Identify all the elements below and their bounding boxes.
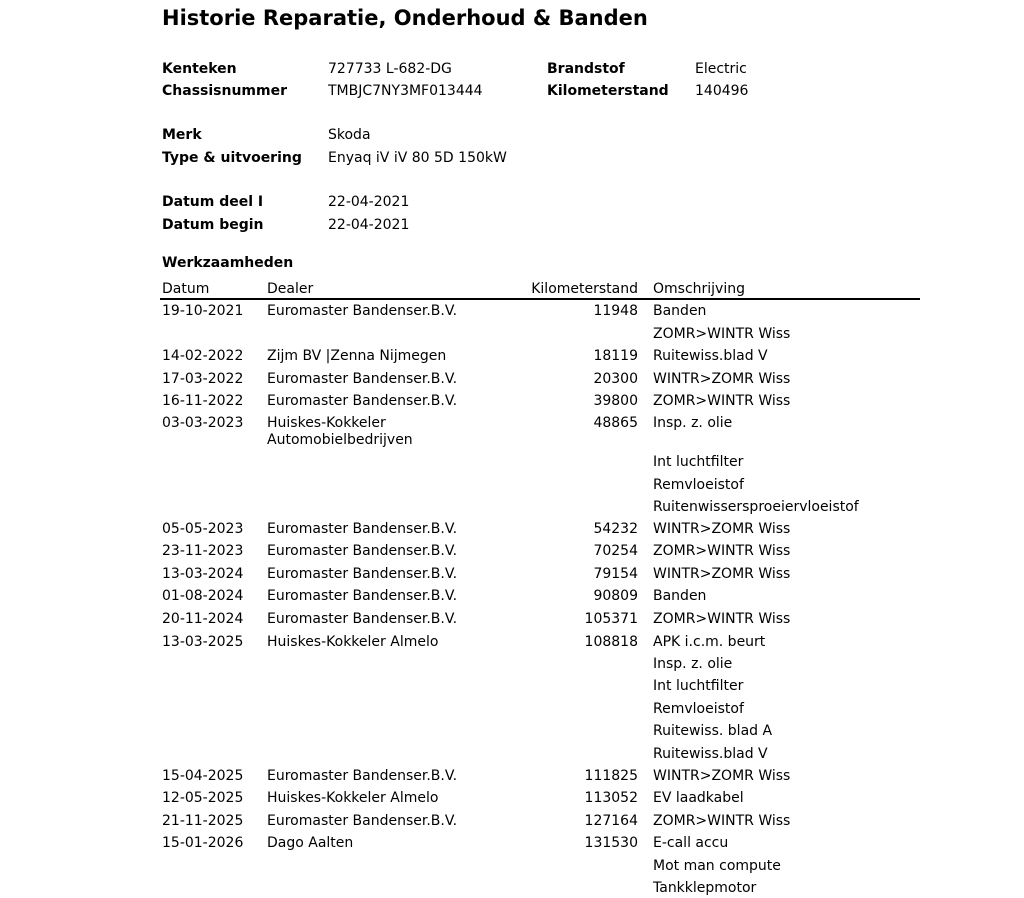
kilometerstand-value: 140496 (695, 83, 749, 99)
row-description: ZOMR>WINTR Wiss (653, 813, 791, 829)
row-kilometerstand: 127164 (584, 813, 638, 829)
row-date: 01-08-2024 (162, 588, 244, 604)
row-kilometerstand: 18119 (593, 348, 638, 364)
row-kilometerstand: 90809 (593, 588, 638, 604)
row-date: 13-03-2024 (162, 566, 244, 582)
row-kilometerstand: 113052 (584, 790, 638, 806)
row-dealer: Euromaster Bandenser.B.V. (267, 303, 458, 319)
row-kilometerstand: 54232 (593, 521, 638, 537)
row-kilometerstand: 39800 (593, 393, 638, 409)
row-description: ZOMR>WINTR Wiss (653, 393, 791, 409)
row-description: Ruitewiss. blad A (653, 723, 773, 739)
row-dealer: Euromaster Bandenser.B.V. (267, 543, 458, 559)
row-description: WINTR>ZOMR Wiss (653, 521, 791, 537)
row-dealer: Euromaster Bandenser.B.V. (267, 566, 458, 582)
row-description: Int luchtfilter (653, 454, 744, 470)
merk-value: Skoda (328, 127, 371, 143)
row-kilometerstand: 70254 (593, 543, 638, 559)
row-dealer: Dago Aalten (267, 835, 354, 851)
row-description: Mot man compute (653, 858, 781, 874)
row-description: Remvloeistof (653, 701, 744, 717)
row-dealer: Zijm BV |Zenna Nijmegen (267, 348, 447, 364)
row-kilometerstand: 131530 (584, 835, 638, 851)
section-title-werkzaamheden: Werkzaamheden (162, 255, 294, 271)
row-date: 19-10-2021 (162, 303, 244, 319)
row-description: Ruitewiss.blad V (653, 746, 768, 762)
row-description: Ruitenwissersproeiervloeistof (653, 499, 859, 515)
row-dealer: Automobielbedrijven (267, 432, 413, 448)
row-dealer: Huiskes-Kokkeler Almelo (267, 790, 439, 806)
header-divider (160, 298, 920, 300)
row-description: ZOMR>WINTR Wiss (653, 543, 791, 559)
row-description: APK i.c.m. beurt (653, 634, 766, 650)
datum-deel-label: Datum deel I (162, 194, 264, 210)
row-description: Insp. z. olie (653, 656, 733, 672)
row-date: 03-03-2023 (162, 415, 244, 431)
column-header-date: Datum (162, 281, 210, 297)
row-dealer: Euromaster Bandenser.B.V. (267, 813, 458, 829)
row-description: WINTR>ZOMR Wiss (653, 371, 791, 387)
row-description: Insp. z. olie (653, 415, 733, 431)
row-dealer: Euromaster Bandenser.B.V. (267, 611, 458, 627)
row-description: Banden (653, 588, 707, 604)
row-date: 20-11-2024 (162, 611, 244, 627)
column-header-desc: Omschrijving (653, 281, 745, 297)
column-header-dealer: Dealer (267, 281, 314, 297)
chassis-value: TMBJC7NY3MF013444 (328, 83, 483, 99)
row-date: 16-11-2022 (162, 393, 244, 409)
kenteken-label: Kenteken (162, 61, 237, 77)
row-description: Ruitewiss.blad V (653, 348, 768, 364)
datum-deel-value: 22-04-2021 (328, 194, 410, 210)
row-date: 14-02-2022 (162, 348, 244, 364)
row-date: 12-05-2025 (162, 790, 244, 806)
row-dealer: Euromaster Bandenser.B.V. (267, 393, 458, 409)
chassis-label: Chassisnummer (162, 83, 287, 99)
row-date: 21-11-2025 (162, 813, 244, 829)
row-date: 23-11-2023 (162, 543, 244, 559)
row-kilometerstand: 20300 (593, 371, 638, 387)
row-dealer: Euromaster Bandenser.B.V. (267, 371, 458, 387)
type-label: Type & uitvoering (162, 150, 302, 166)
row-description: Tankklepmotor (653, 880, 757, 896)
row-kilometerstand: 11948 (593, 303, 638, 319)
datum-begin-value: 22-04-2021 (328, 217, 410, 233)
type-value: Enyaq iV iV 80 5D 150kW (328, 150, 507, 166)
row-dealer: Euromaster Bandenser.B.V. (267, 521, 458, 537)
kilometerstand-label: Kilometerstand (547, 83, 669, 99)
row-date: 15-04-2025 (162, 768, 244, 784)
page-title: Historie Reparatie, Onderhoud & Banden (162, 6, 648, 30)
row-kilometerstand: 48865 (593, 415, 638, 431)
brandstof-value: Electric (695, 61, 747, 77)
row-description: Int luchtfilter (653, 678, 744, 694)
row-description: Remvloeistof (653, 477, 744, 493)
row-description: EV laadkabel (653, 790, 744, 806)
merk-label: Merk (162, 127, 202, 143)
row-description: Banden (653, 303, 707, 319)
row-kilometerstand: 79154 (593, 566, 638, 582)
row-dealer: Huiskes-Kokkeler Almelo (267, 634, 439, 650)
row-dealer: Euromaster Bandenser.B.V. (267, 768, 458, 784)
kenteken-value: 727733 L-682-DG (328, 61, 452, 77)
row-description: E-call accu (653, 835, 729, 851)
row-description: ZOMR>WINTR Wiss (653, 326, 791, 342)
row-kilometerstand: 105371 (584, 611, 638, 627)
brandstof-label: Brandstof (547, 61, 625, 77)
column-header-km: Kilometerstand (531, 281, 638, 297)
row-kilometerstand: 111825 (584, 768, 638, 784)
row-kilometerstand: 108818 (584, 634, 638, 650)
row-date: 17-03-2022 (162, 371, 244, 387)
row-dealer: Euromaster Bandenser.B.V. (267, 588, 458, 604)
row-description: WINTR>ZOMR Wiss (653, 566, 791, 582)
row-date: 05-05-2023 (162, 521, 244, 537)
row-dealer: Huiskes-Kokkeler (267, 415, 386, 431)
row-date: 13-03-2025 (162, 634, 244, 650)
row-date: 15-01-2026 (162, 835, 244, 851)
datum-begin-label: Datum begin (162, 217, 264, 233)
row-description: WINTR>ZOMR Wiss (653, 768, 791, 784)
row-description: ZOMR>WINTR Wiss (653, 611, 791, 627)
